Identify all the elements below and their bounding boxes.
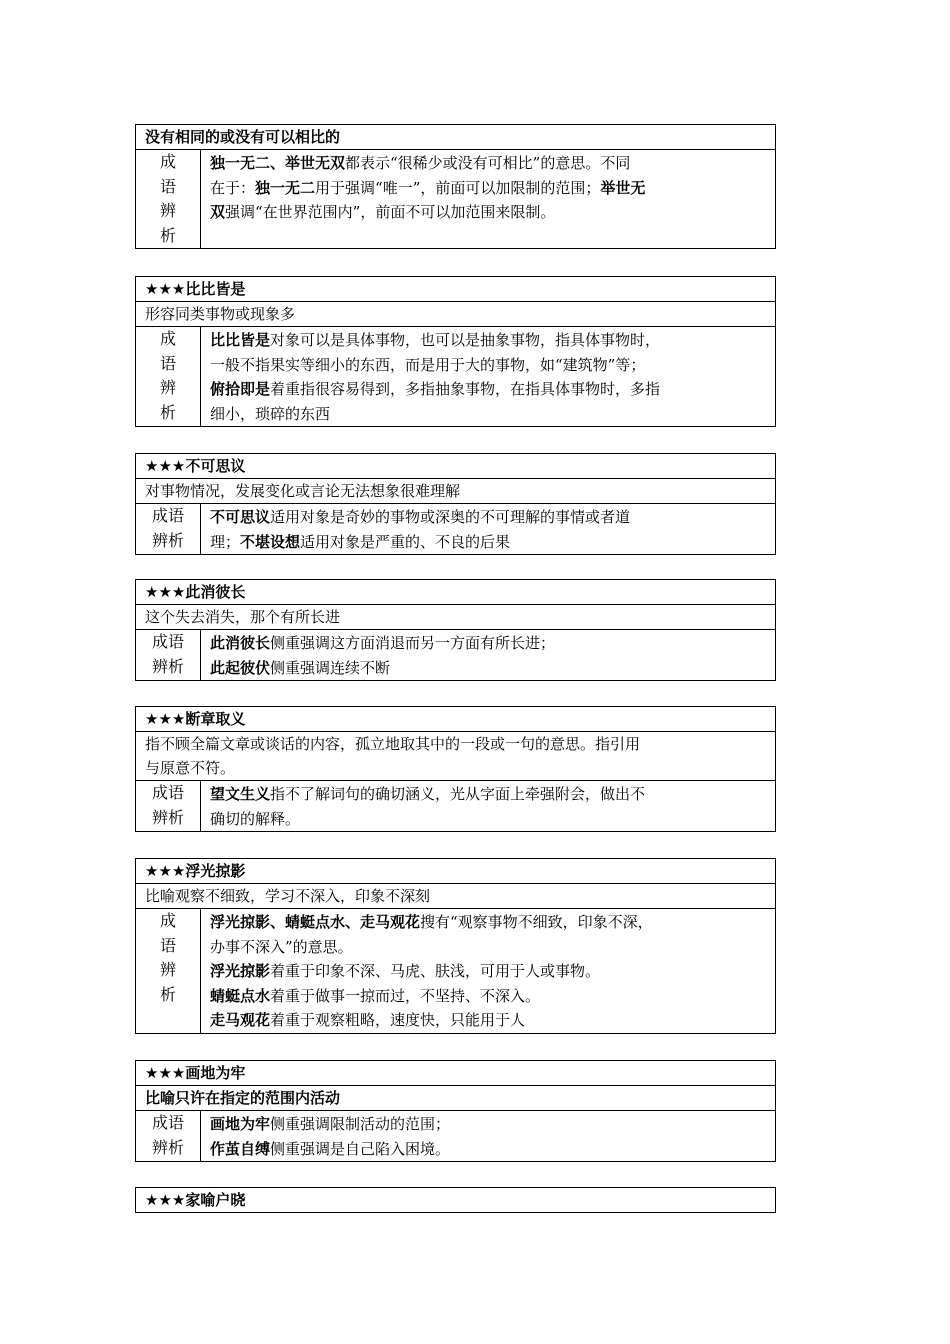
analysis-segment: 着重于观察粗略，速度快，只能用于人 (270, 1011, 526, 1029)
idiom-term: 不可思议 (210, 508, 271, 526)
idiom-term: 举世无 (600, 178, 646, 197)
label-line: 语 (159, 935, 176, 955)
analysis-row (136, 909, 775, 1033)
idiom-term: 独一无二、举世无双 (210, 154, 346, 172)
idiom-card (135, 453, 776, 555)
analysis-line (210, 782, 769, 807)
definition-line: 指不顾全篇文章或谈话的内容，孤立地取其中的一段或一句的意思。指引用 (145, 735, 641, 753)
idiom-title: ★★★比比皆是 (136, 277, 775, 302)
label-line: 成语 (151, 632, 184, 651)
analysis-line (210, 959, 769, 984)
idiom-title: ★★★断章取义 (136, 707, 775, 732)
idiom-term: 双 (210, 203, 226, 221)
idiom-title: 没有相同的或没有可以相比的 (136, 125, 775, 150)
analysis-row (136, 150, 775, 248)
definition-line: 比喻只许在指定的范围内活动 (145, 1089, 341, 1107)
analysis-line (210, 530, 769, 555)
idiom-title: ★★★家喻户晓 (145, 1191, 246, 1209)
idiom-definition (136, 479, 775, 504)
analysis-label (136, 630, 201, 680)
label-line: 析 (159, 402, 176, 422)
analysis-segment: 侧重强调这方面消退而另一方面有所长进； (270, 634, 556, 652)
analysis-line (210, 505, 769, 530)
label-line: 辨 (159, 960, 176, 979)
analysis-text (201, 504, 775, 554)
idiom-term: 走马观花 (210, 1011, 271, 1029)
idiom-term: 独一无二 (255, 178, 316, 197)
analysis-segment: 着重于印象不深、马虎、肤浅，可用于人或事物。 (270, 962, 601, 980)
analysis-segment: 办事不深入”的意思。 (210, 937, 353, 956)
label-line: 成语 (151, 783, 184, 802)
analysis-segment: 对象可以是具体事物，也可以是抽象事物，指具体事物时， (270, 331, 661, 349)
idiom-term: 作茧自缚 (210, 1139, 271, 1158)
analysis-text (201, 327, 775, 426)
idiom-term: 蜻蜓点水 (210, 986, 271, 1005)
idiom-card (135, 706, 776, 832)
analysis-segment: 搜有“观察事物不细致，印象不深， (420, 913, 653, 931)
analysis-line (210, 910, 769, 935)
idiom-term: 不堪设想 (240, 532, 301, 551)
label-line: 成 (159, 329, 176, 348)
idiom-term: 浮光掠影、蜻蜓点水、走马观花 (210, 913, 421, 931)
analysis-segment: 确切的解释。 (210, 809, 301, 828)
analysis-line (210, 200, 769, 225)
analysis-segment: 着重于做事一掠而过，不坚持、不深入。 (270, 986, 541, 1005)
label-line: 辨 (159, 201, 176, 220)
label-line: 成语 (151, 506, 184, 525)
analysis-text (201, 1111, 775, 1161)
analysis-text (201, 150, 775, 248)
idiom-definition (136, 732, 775, 781)
analysis-segment: 用于强调“唯一”，前面可以加限制的范围； (315, 178, 601, 197)
idiom-term: 画地为牢 (210, 1115, 271, 1133)
idiom-definition (136, 302, 775, 327)
analysis-segment: 侧重强调是自己陷入困境。 (270, 1139, 451, 1158)
label-line: 辨析 (151, 530, 184, 550)
label-line: 析 (159, 225, 176, 245)
idiom-title: ★★★不可思议 (136, 454, 775, 479)
analysis-text (201, 630, 775, 680)
analysis-text (201, 781, 775, 831)
analysis-line (210, 1008, 769, 1033)
analysis-row (136, 327, 775, 426)
label-line: 辨析 (151, 656, 184, 676)
analysis-segment: 在于： (210, 178, 256, 197)
analysis-line (210, 656, 769, 681)
label-line: 辨析 (151, 1137, 184, 1157)
analysis-text (201, 909, 775, 1033)
label-line: 成 (159, 911, 176, 930)
analysis-label (136, 504, 201, 554)
idiom-term: 此起彼伏 (210, 658, 271, 677)
analysis-line (210, 151, 769, 176)
label-line: 辨 (159, 378, 176, 397)
analysis-line (210, 935, 769, 960)
idiom-title: ★★★浮光掠影 (136, 859, 775, 884)
idiom-term: 望文生义 (210, 785, 271, 803)
analysis-row (136, 781, 775, 831)
idiom-term: 俯拾即是 (210, 380, 271, 398)
analysis-line (210, 1137, 769, 1162)
analysis-label (136, 150, 201, 248)
analysis-segment: 一般不指果实等细小的东西，而是用于大的事物，如“建筑物”等； (210, 355, 646, 374)
analysis-segment: 指不了解词句的确切涵义，光从字面上牵强附会，做出不 (270, 785, 646, 803)
analysis-segment: 都表示“很稀少或没有可相比”的意思。不同 (345, 154, 631, 172)
idiom-card (135, 124, 776, 249)
analysis-segment: 适用对象是奇妙的事物或深奥的不可理解的事情或者道 (270, 508, 631, 526)
analysis-segment: 侧重强调限制活动的范围； (270, 1115, 451, 1133)
idiom-title: ★★★此消彼长 (136, 580, 775, 605)
analysis-segment: 细小，琐碎的东西 (210, 404, 331, 423)
label-line: 析 (159, 984, 176, 1004)
analysis-segment: 着重指很容易得到，多指抽象事物，在指具体事物时，多指 (270, 380, 661, 398)
analysis-line (210, 176, 769, 201)
analysis-segment: 侧重强调连续不断 (270, 658, 391, 677)
analysis-line (210, 377, 769, 402)
definition-line: 与原意不符。 (145, 759, 236, 777)
definition-line: 这个失去消失，那个有所长进 (145, 608, 341, 626)
definition-line: 形容同类事物或现象多 (145, 305, 296, 323)
analysis-line (210, 402, 769, 427)
label-line: 成语 (151, 1113, 184, 1132)
idiom-term: 浮光掠影 (210, 962, 271, 980)
idiom-title: ★★★画地为牢 (136, 1061, 775, 1086)
analysis-line (210, 1112, 769, 1137)
idiom-card (135, 579, 776, 681)
label-line: 语 (159, 176, 176, 196)
idiom-card (135, 276, 776, 427)
idiom-card (135, 1060, 776, 1162)
analysis-line (210, 353, 769, 378)
analysis-label (136, 327, 201, 426)
analysis-segment: 适用对象是严重的、不良的后果 (300, 532, 511, 551)
idiom-definition (136, 605, 775, 630)
idiom-term: 比比皆是 (210, 331, 271, 349)
analysis-label (136, 781, 201, 831)
label-line: 辨析 (151, 807, 184, 827)
analysis-line (210, 631, 769, 656)
analysis-label (136, 909, 201, 1033)
idiom-card (135, 858, 776, 1034)
analysis-row (136, 630, 775, 680)
analysis-line (210, 984, 769, 1009)
analysis-line (210, 807, 769, 832)
definition-line: 对事物情况，发展变化或言论无法想象很难理解 (145, 482, 461, 500)
analysis-segment: 理； (210, 532, 241, 551)
analysis-row (136, 1111, 775, 1161)
idiom-card (135, 1187, 776, 1213)
label-line: 成 (159, 152, 176, 171)
definition-line: 比喻观察不细致，学习不深入，印象不深刻 (145, 887, 431, 905)
label-line: 语 (159, 353, 176, 373)
idiom-definition (136, 1086, 775, 1111)
idiom-definition (136, 884, 775, 909)
idiom-term: 此消彼长 (210, 634, 271, 652)
analysis-line (210, 328, 769, 353)
analysis-label (136, 1111, 201, 1161)
analysis-row (136, 504, 775, 554)
analysis-segment: 强调“在世界范围内”，前面不可以加范围来限制。 (225, 203, 556, 221)
